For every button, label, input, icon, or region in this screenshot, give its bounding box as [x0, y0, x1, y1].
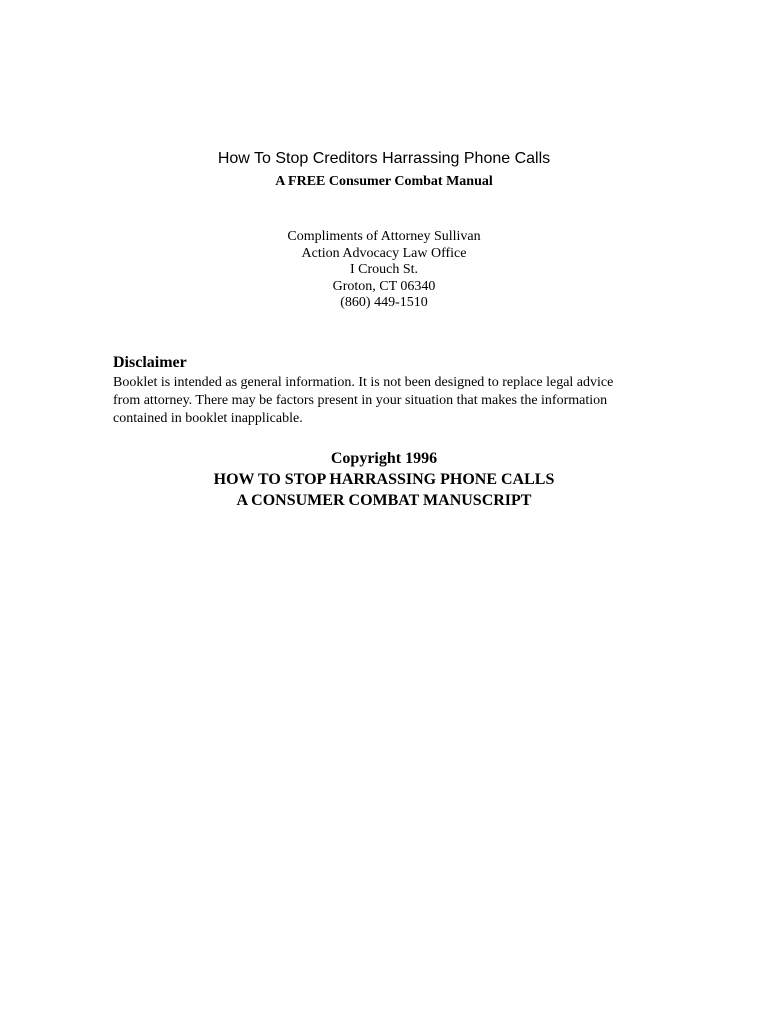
disclaimer-line: contained in booklet inapplicable. — [113, 411, 303, 426]
disclaimer-text — [113, 374, 613, 428]
document-title: How To Stop Creditors Harrassing Phone Calls — [217, 150, 551, 167]
disclaimer-heading: Disclaimer — [113, 354, 187, 371]
disclaimer-line: from attorney. There may be factors present in your situation that makes the information — [113, 393, 608, 408]
compliments-office: Action Advocacy Law Office — [301, 245, 467, 261]
compliments-attorney: Compliments of Attorney Sullivan — [287, 229, 481, 244]
copyright-title: HOW TO STOP HARRASSING PHONE CALLS — [213, 471, 555, 488]
compliments-city: Groton, CT 06340 — [332, 278, 436, 294]
copyright-subtitle: A CONSUMER COMBAT MANUSCRIPT — [236, 492, 532, 509]
document-subtitle: A FREE Consumer Combat Manual — [275, 174, 493, 189]
compliments-phone: (860) 449-1510 — [340, 295, 428, 310]
disclaimer-line: Booklet is intended as general information. It is not been designed to replace legal advice — [113, 375, 614, 390]
copyright-year: Copyright 1996 — [330, 450, 438, 467]
copyright-block — [0, 448, 768, 511]
compliments-street: I Crouch St. — [349, 262, 419, 277]
compliments-block — [0, 229, 768, 312]
